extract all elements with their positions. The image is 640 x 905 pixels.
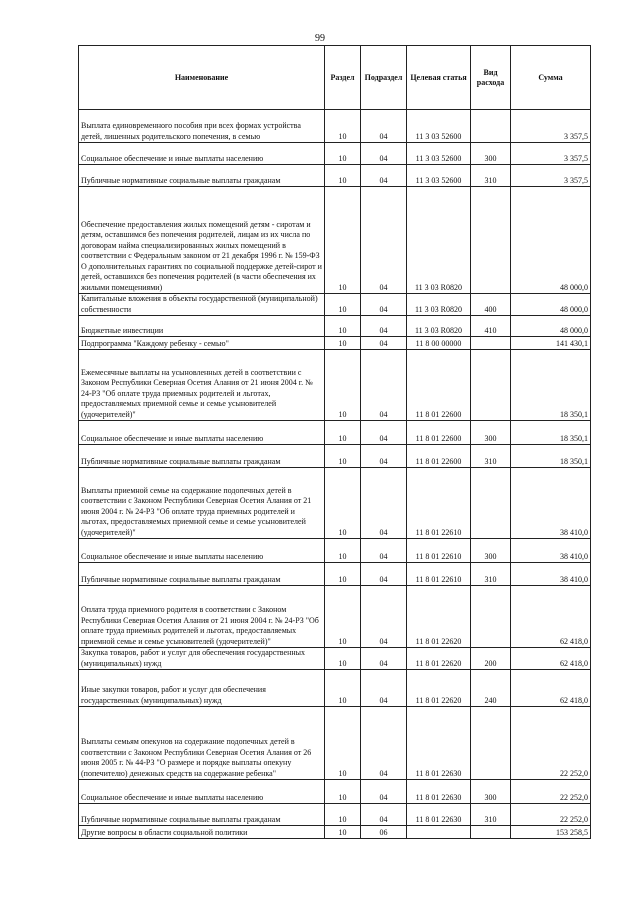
row-target: 11 8 01 22610 — [407, 539, 471, 563]
row-name: Обеспечение предоставления жилых помещений детям - сиротам и детям, оставшимся без попечения родителей, лицам из их числа по договорам найма специализированных жилых помещений в соответствии с Федеральным законом от 21 декабря 1996 г. № 159-ФЗ О дополнительных гарантиях по социальной поддержке детей-сирот и детей, оставшихся без попечения родителей (в части обеспечения их жилыми помещениями) — [79, 187, 325, 294]
row-section: 10 — [325, 670, 361, 707]
row-amount: 38 410,0 — [511, 563, 591, 586]
row-section: 10 — [325, 539, 361, 563]
row-expense-type: 310 — [471, 445, 511, 468]
table-row — [79, 670, 591, 707]
row-subsection: 04 — [361, 780, 407, 804]
header-name: Наименование — [79, 46, 325, 110]
row-target: 11 3 03 52600 — [407, 143, 471, 165]
row-name: Другие вопросы в области социальной политики — [79, 826, 325, 839]
row-expense-type: 300 — [471, 421, 511, 445]
row-name: Подпрограмма "Каждому ребенку - семью" — [79, 337, 325, 350]
row-section: 10 — [325, 804, 361, 826]
row-amount: 22 252,0 — [511, 804, 591, 826]
page-number: 99 — [315, 33, 325, 44]
table-row — [79, 539, 591, 563]
row-section: 10 — [325, 187, 361, 294]
table-row — [79, 804, 591, 826]
table-row — [79, 707, 591, 780]
row-target: 11 3 03 52600 — [407, 165, 471, 187]
row-amount: 153 258,5 — [511, 826, 591, 839]
row-target — [407, 826, 471, 839]
row-subsection: 04 — [361, 337, 407, 350]
row-expense-type: 300 — [471, 539, 511, 563]
row-subsection: 04 — [361, 316, 407, 337]
row-section: 10 — [325, 337, 361, 350]
row-target: 11 3 03 R0820 — [407, 316, 471, 337]
header-amount: Сумма — [511, 46, 591, 110]
row-subsection: 04 — [361, 563, 407, 586]
row-section: 10 — [325, 110, 361, 143]
row-section: 10 — [325, 165, 361, 187]
row-name: Иные закупки товаров, работ и услуг для обеспечения государственных (муниципальных) нужд — [79, 670, 325, 707]
row-section: 10 — [325, 143, 361, 165]
row-target: 11 3 03 52600 — [407, 110, 471, 143]
row-name: Социальное обеспечение и иные выплаты населению — [79, 780, 325, 804]
row-target: 11 3 03 R0820 — [407, 294, 471, 316]
header-subsection: Подраздел — [361, 46, 407, 110]
table-row — [79, 648, 591, 670]
row-amount: 3 357,5 — [511, 110, 591, 143]
row-expense-type: 410 — [471, 316, 511, 337]
row-subsection: 04 — [361, 586, 407, 648]
row-target: 11 8 01 22630 — [407, 780, 471, 804]
row-section: 10 — [325, 350, 361, 421]
row-expense-type — [471, 826, 511, 839]
table-row — [79, 165, 591, 187]
table-row — [79, 826, 591, 839]
row-amount: 62 418,0 — [511, 586, 591, 648]
row-subsection: 04 — [361, 445, 407, 468]
row-subsection: 04 — [361, 350, 407, 421]
row-amount: 38 410,0 — [511, 539, 591, 563]
row-amount: 141 430,1 — [511, 337, 591, 350]
row-name: Публичные нормативные социальные выплаты гражданам — [79, 563, 325, 586]
row-expense-type: 300 — [471, 143, 511, 165]
row-expense-type: 240 — [471, 670, 511, 707]
row-subsection: 04 — [361, 648, 407, 670]
row-name: Социальное обеспечение и иные выплаты населению — [79, 539, 325, 563]
row-expense-type — [471, 707, 511, 780]
row-expense-type: 310 — [471, 165, 511, 187]
row-target: 11 8 01 22620 — [407, 586, 471, 648]
row-expense-type — [471, 350, 511, 421]
row-expense-type — [471, 110, 511, 143]
table-row — [79, 110, 591, 143]
table-row — [79, 586, 591, 648]
row-section: 10 — [325, 316, 361, 337]
row-target: 11 8 01 22600 — [407, 421, 471, 445]
row-target: 11 8 01 22600 — [407, 445, 471, 468]
row-expense-type: 400 — [471, 294, 511, 316]
header-target: Целевая статья — [407, 46, 471, 110]
row-expense-type — [471, 468, 511, 539]
row-subsection: 04 — [361, 670, 407, 707]
table-row — [79, 421, 591, 445]
row-name: Социальное обеспечение и иные выплаты населению — [79, 421, 325, 445]
row-target: 11 8 01 22610 — [407, 563, 471, 586]
row-expense-type: 310 — [471, 563, 511, 586]
row-name: Закупка товаров, работ и услуг для обеспечения государственных (муниципальных) нужд — [79, 648, 325, 670]
row-expense-type — [471, 337, 511, 350]
table-row — [79, 468, 591, 539]
row-section: 10 — [325, 445, 361, 468]
row-section: 10 — [325, 780, 361, 804]
row-target: 11 8 01 22620 — [407, 648, 471, 670]
row-amount: 18 350,1 — [511, 350, 591, 421]
row-amount: 3 357,5 — [511, 165, 591, 187]
header-section: Раздел — [325, 46, 361, 110]
row-name: Выплата единовременного пособия при всех формах устройства детей, лишенных родительского попечения, в семью — [79, 110, 325, 143]
row-target: 11 3 03 R0820 — [407, 187, 471, 294]
row-name: Публичные нормативные социальные выплаты гражданам — [79, 804, 325, 826]
row-expense-type — [471, 187, 511, 294]
row-subsection: 04 — [361, 187, 407, 294]
row-section: 10 — [325, 826, 361, 839]
row-subsection: 04 — [361, 468, 407, 539]
row-amount: 22 252,0 — [511, 780, 591, 804]
row-expense-type: 300 — [471, 780, 511, 804]
table-row — [79, 350, 591, 421]
row-amount: 22 252,0 — [511, 707, 591, 780]
row-target: 11 8 00 00000 — [407, 337, 471, 350]
row-name: Выплаты семьям опекунов на содержание подопечных детей в соответствии с Законом Республики Северная Осетия Алания от 26 июня 2005 г. № 44-РЗ "О размере и порядке выплаты опекуну (попечителю) денежных средств на содержание ребенка" — [79, 707, 325, 780]
table-header-row — [79, 46, 591, 110]
row-name: Публичные нормативные социальные выплаты гражданам — [79, 165, 325, 187]
row-amount: 18 350,1 — [511, 445, 591, 468]
row-expense-type — [471, 586, 511, 648]
row-section: 10 — [325, 648, 361, 670]
row-name: Капитальные вложения в объекты государственной (муниципальной) собственности — [79, 294, 325, 316]
row-amount: 18 350,1 — [511, 421, 591, 445]
table-row — [79, 187, 591, 294]
table-row — [79, 316, 591, 337]
row-target: 11 8 01 22630 — [407, 707, 471, 780]
row-section: 10 — [325, 468, 361, 539]
budget-table — [78, 45, 591, 839]
row-amount: 3 357,5 — [511, 143, 591, 165]
header-expense-type: Вид расхода — [471, 46, 511, 110]
row-target: 11 8 01 22610 — [407, 468, 471, 539]
row-subsection: 04 — [361, 110, 407, 143]
row-name: Выплаты приемной семье на содержание подопечных детей в соответствии с Законом Республики Северная Осетия Алания от 21 июня 2004 г. № 24-РЗ "Об оплате труда приемных родителей и льготах, предоставляемых приемной семье и семье усыновителей (удочерителей)" — [79, 468, 325, 539]
row-name: Оплата труда приемного родителя в соответствии с Законом Республики Северная Осетия Алания от 21 июня 2004 г. № 24-РЗ "Об оплате труда приемных родителей и льготах, предоставляемых приемной семье и семье усыновителей (удочерителей)" — [79, 586, 325, 648]
row-amount: 48 000,0 — [511, 187, 591, 294]
row-subsection: 04 — [361, 804, 407, 826]
row-name: Публичные нормативные социальные выплаты гражданам — [79, 445, 325, 468]
row-name: Социальное обеспечение и иные выплаты населению — [79, 143, 325, 165]
row-section: 10 — [325, 707, 361, 780]
table-row — [79, 780, 591, 804]
row-subsection: 04 — [361, 294, 407, 316]
row-subsection: 04 — [361, 707, 407, 780]
row-expense-type: 200 — [471, 648, 511, 670]
row-amount: 48 000,0 — [511, 316, 591, 337]
row-name: Ежемесячные выплаты на усыновленных детей в соответствии с Законом Республики Северная Осетия Алания от 21 июня 2004 г. № 24-РЗ "Об оплате труда приемных родителей и льготах, предоставляемых приемной семье и семье усыновителей (удочерителей)" — [79, 350, 325, 421]
table-row — [79, 337, 591, 350]
table-row — [79, 563, 591, 586]
row-amount: 62 418,0 — [511, 648, 591, 670]
row-subsection: 04 — [361, 421, 407, 445]
row-section: 10 — [325, 421, 361, 445]
row-subsection: 04 — [361, 539, 407, 563]
table-row — [79, 143, 591, 165]
row-amount: 62 418,0 — [511, 670, 591, 707]
row-target: 11 8 01 22600 — [407, 350, 471, 421]
row-subsection: 04 — [361, 143, 407, 165]
row-section: 10 — [325, 563, 361, 586]
table-row — [79, 294, 591, 316]
row-amount: 38 410,0 — [511, 468, 591, 539]
row-section: 10 — [325, 294, 361, 316]
row-amount: 48 000,0 — [511, 294, 591, 316]
row-target: 11 8 01 22630 — [407, 804, 471, 826]
row-subsection: 06 — [361, 826, 407, 839]
row-subsection: 04 — [361, 165, 407, 187]
row-target: 11 8 01 22620 — [407, 670, 471, 707]
row-expense-type: 310 — [471, 804, 511, 826]
row-section: 10 — [325, 586, 361, 648]
row-name: Бюджетные инвестиции — [79, 316, 325, 337]
table-row — [79, 445, 591, 468]
